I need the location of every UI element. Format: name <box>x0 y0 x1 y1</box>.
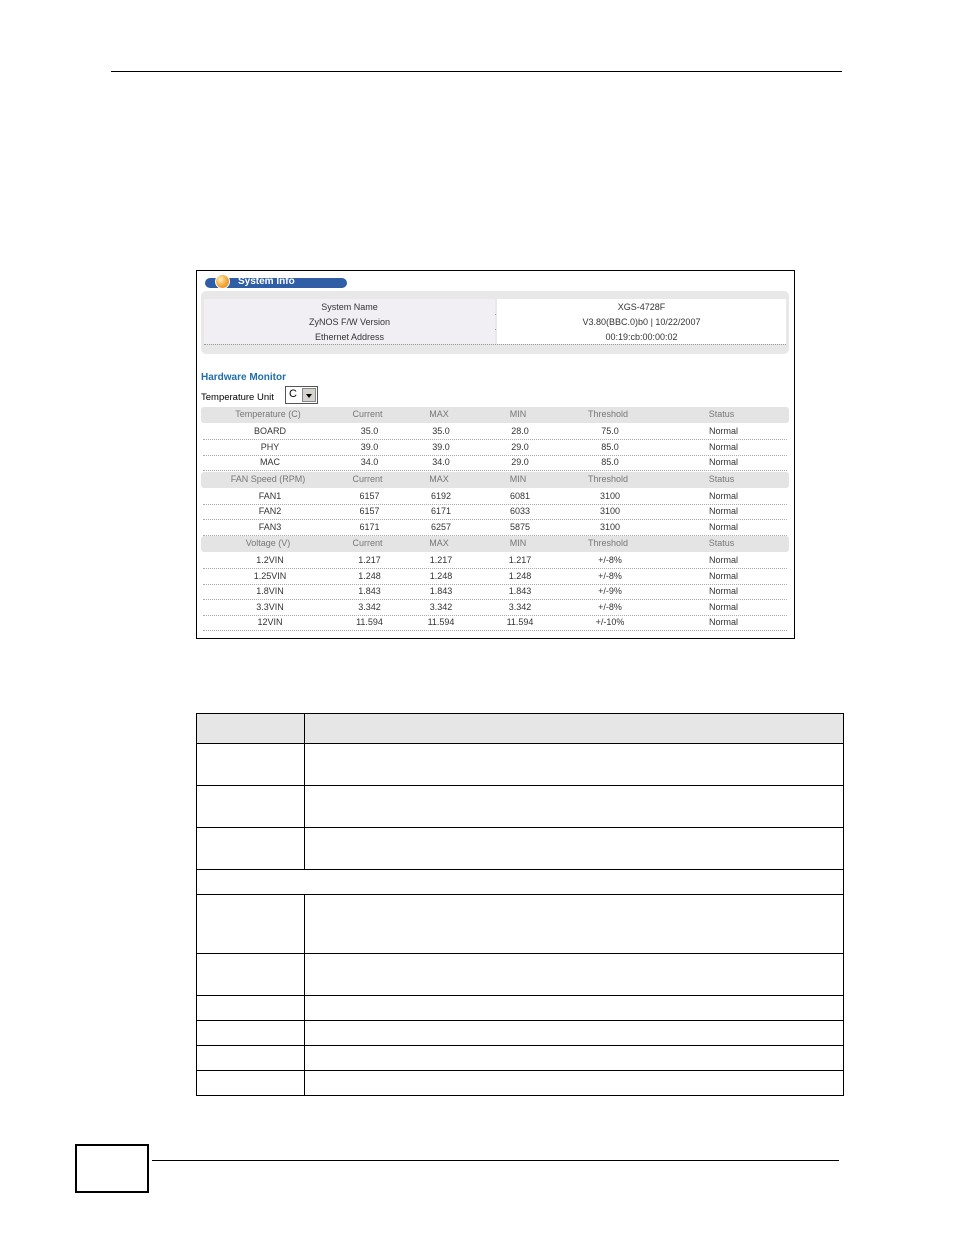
header-sensor: FAN Speed (RPM) <box>230 473 306 484</box>
header-max: MAX <box>429 473 449 484</box>
header-current: Current <box>352 409 383 419</box>
cell-status: Normal <box>708 555 738 565</box>
cell-max: 1.248 <box>429 570 453 581</box>
cell-current: 35.0 <box>360 426 379 436</box>
header-min: MIN <box>509 409 527 419</box>
cell-status: Normal <box>708 457 738 467</box>
header-status: Status <box>708 538 735 548</box>
cell-current: 1.248 <box>358 570 381 581</box>
cell-current: 34.0 <box>360 457 379 467</box>
cell-min: 1.248 <box>508 570 532 581</box>
header-sensor: Voltage (V) <box>245 538 291 548</box>
info-value: 00:19:cb:00:00:02 <box>497 329 786 344</box>
header-threshold: Threshold <box>587 538 629 548</box>
cell-max: 1.843 <box>429 586 453 596</box>
cell-threshold: 75.0 <box>601 426 619 436</box>
header-min: MIN <box>509 538 527 548</box>
cell-threshold: 3100 <box>599 490 621 501</box>
cell-min: 6081 <box>509 490 531 501</box>
cell-threshold: 85.0 <box>601 457 619 467</box>
cell-status: Normal <box>708 426 738 436</box>
cell-sensor: MAC <box>260 457 280 467</box>
table-row <box>196 1045 844 1071</box>
cell-status: Normal <box>708 506 738 516</box>
cell-current: 6171 <box>359 521 380 532</box>
cell-current: 6157 <box>359 506 380 516</box>
table-row <box>203 504 787 520</box>
table-row <box>196 785 844 828</box>
table-row <box>203 615 787 631</box>
cell-sensor: 1.8VIN <box>256 586 284 596</box>
cell-current: 1.843 <box>358 586 381 596</box>
header-status: Status <box>708 473 735 484</box>
cell-min: 28.0 <box>511 426 529 436</box>
cell-min: 3.342 <box>508 601 532 612</box>
system-info-screenshot <box>196 270 795 639</box>
table-row <box>196 827 844 870</box>
chevron-down-icon[interactable] <box>302 388 316 402</box>
cell-threshold: +/-8% <box>598 601 622 612</box>
cell-sensor: FAN2 <box>258 506 282 516</box>
header-status: Status <box>708 409 735 419</box>
cell-min: 1.843 <box>508 586 532 596</box>
table-row <box>203 520 787 536</box>
top-rule <box>111 71 842 72</box>
orb-icon <box>215 274 230 289</box>
header-threshold: Threshold <box>587 473 629 484</box>
table-row <box>203 553 787 569</box>
cell-current: 11.594 <box>356 617 383 627</box>
cell-min: 5875 <box>509 521 531 532</box>
header-current: Current <box>352 538 383 548</box>
section-header <box>201 536 789 552</box>
cell-max: 1.217 <box>429 555 453 565</box>
table-row <box>196 1070 844 1096</box>
table-section-row <box>196 869 844 895</box>
info-row-system-name <box>204 299 786 315</box>
cell-status: Normal <box>708 617 738 627</box>
info-label: System Name <box>204 299 495 314</box>
table-row <box>203 489 787 505</box>
hardware-monitor-title: Hardware Monitor <box>201 372 287 383</box>
table-header-row <box>196 713 844 744</box>
cell-min: 11.594 <box>506 617 534 627</box>
table-row <box>203 455 787 471</box>
table-row <box>203 569 787 585</box>
header-max: MAX <box>429 538 449 548</box>
info-value: XGS-4728F <box>497 299 786 314</box>
info-label: Ethernet Address <box>204 329 495 344</box>
temperature-unit-label: Temperature Unit <box>201 392 274 403</box>
cell-max: 3.342 <box>429 601 453 612</box>
header-max: MAX <box>429 409 449 419</box>
cell-threshold: +/-8% <box>598 570 622 581</box>
cell-max: 11.594 <box>427 617 455 627</box>
header-current: Current <box>352 473 383 484</box>
hardware-monitor-table <box>201 407 789 635</box>
cell-status: Normal <box>708 601 738 612</box>
cell-threshold: +/-10% <box>595 617 625 627</box>
system-info-table <box>201 291 789 354</box>
cell-status: Normal <box>708 570 738 581</box>
info-row-ethernet-address <box>204 329 786 345</box>
header-min: MIN <box>509 473 527 484</box>
description-table <box>196 713 844 1096</box>
section-header <box>201 407 789 423</box>
cell-max: 6257 <box>430 521 452 532</box>
cell-threshold: 3100 <box>599 521 621 532</box>
cell-sensor: FAN3 <box>258 521 282 532</box>
bottom-rule <box>152 1160 839 1161</box>
cell-min: 29.0 <box>511 457 529 467</box>
header-sensor: Temperature (C) <box>235 409 301 419</box>
cell-current: 1.217 <box>358 555 381 565</box>
system-info-title: System Info <box>238 276 295 287</box>
table-row <box>196 894 844 954</box>
header-threshold: Threshold <box>587 409 629 419</box>
cell-max: 39.0 <box>432 441 450 452</box>
cell-max: 35.0 <box>432 426 450 436</box>
page-number-box <box>75 1144 149 1193</box>
cell-sensor: 3.3VIN <box>256 601 284 612</box>
cell-current: 39.0 <box>360 441 379 452</box>
section-header <box>201 472 789 488</box>
temperature-unit-value: C <box>289 388 297 400</box>
table-row <box>203 584 787 600</box>
info-row-firmware-version <box>204 314 786 330</box>
table-row <box>203 424 787 440</box>
cell-max: 6192 <box>430 490 452 501</box>
table-row <box>203 600 787 616</box>
cell-current: 6157 <box>359 490 380 501</box>
cell-status: Normal <box>708 441 738 452</box>
cell-sensor: 1.25VIN <box>253 570 287 581</box>
cell-sensor: PHY <box>260 441 280 452</box>
cell-sensor: 1.2VIN <box>256 555 284 565</box>
table-row <box>196 1020 844 1046</box>
cell-status: Normal <box>708 586 738 596</box>
cell-status: Normal <box>708 490 738 501</box>
cell-threshold: 85.0 <box>601 441 619 452</box>
cell-status: Normal <box>708 521 738 532</box>
cell-threshold: +/-9% <box>598 586 622 596</box>
info-value: V3.80(BBC.0)b0 | 10/22/2007 <box>497 314 786 329</box>
cell-sensor: BOARD <box>253 426 286 436</box>
table-row <box>196 995 844 1021</box>
cell-threshold: +/-8% <box>598 555 622 565</box>
table-row <box>196 743 844 786</box>
cell-max: 34.0 <box>432 457 450 467</box>
info-label: ZyNOS F/W Version <box>204 314 495 329</box>
cell-sensor: FAN1 <box>258 490 282 501</box>
cell-sensor: 12VIN <box>257 617 283 627</box>
table-row <box>196 953 844 996</box>
table-row <box>203 440 787 456</box>
temperature-unit-select[interactable] <box>285 386 318 404</box>
cell-threshold: 3100 <box>599 506 621 516</box>
cell-max: 6171 <box>430 506 452 516</box>
cell-min: 29.0 <box>511 441 529 452</box>
cell-min: 1.217 <box>508 555 532 565</box>
cell-current: 3.342 <box>358 601 381 612</box>
cell-min: 6033 <box>509 506 531 516</box>
